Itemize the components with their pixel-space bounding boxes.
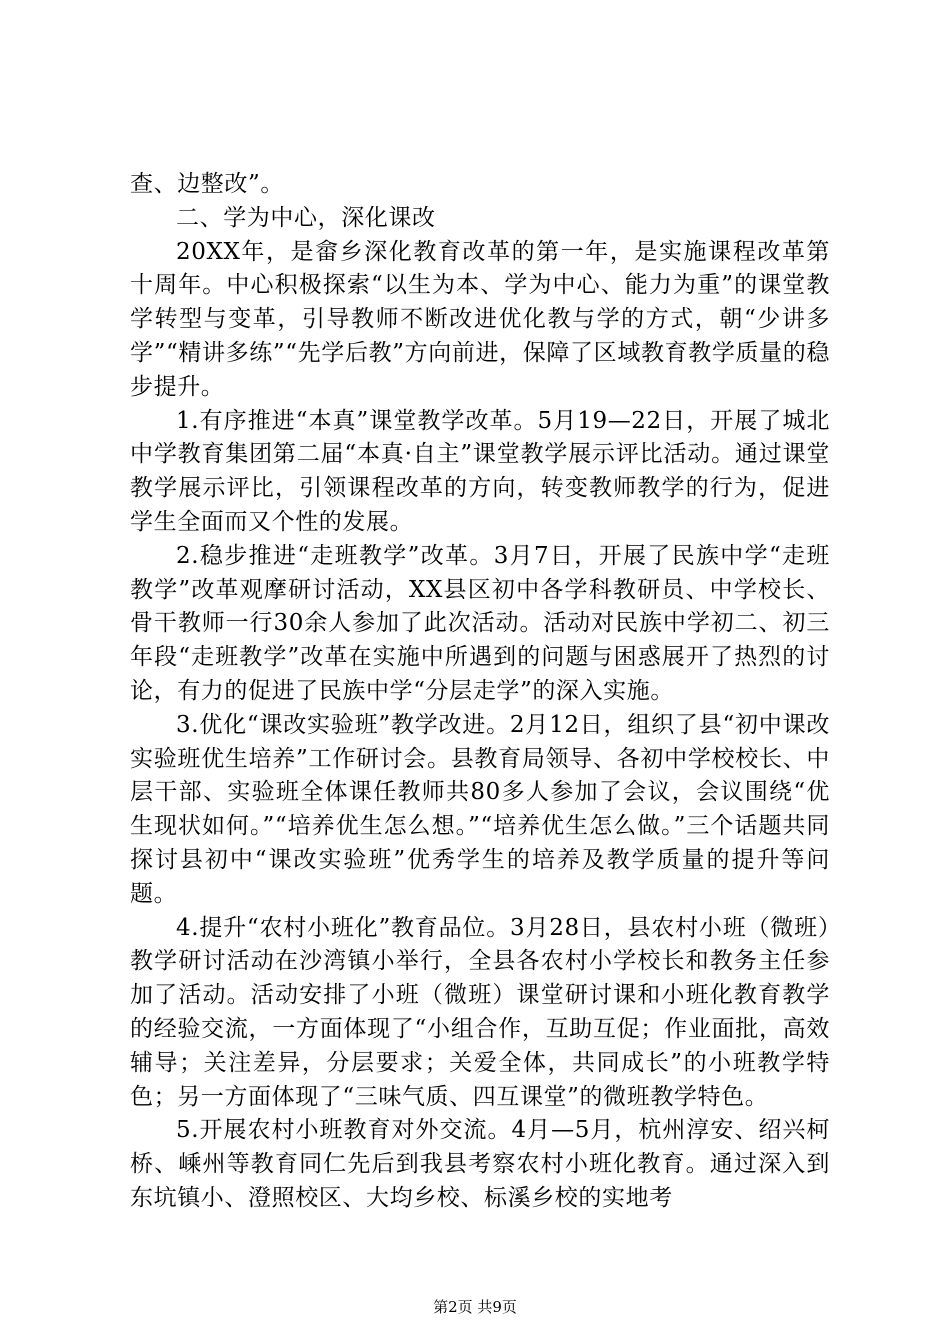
paragraph-item-4: 4.提升“农村小班化”教育品位。3月28日，县农村小班（微班）教学研讨活动在沙湾镇小举行，全县各农村小学校长和教务主任参加了活动。活动安排了小班（微班）课堂研讨课和小班化教育教学的经验交流，一方面体现了“小组合作，互助互促；作业面批，高效辅导；关注差异，分层要求；关爱全体，共同成长”的小班教学特色；另一方面体现了“三味气质、四互课堂”的微班教学特色。 (130, 914, 830, 1110)
paragraph-item-5: 5.开展农村小班教育对外交流。4月—5月，杭州淳安、绍兴柯桥、嵊州等教育同仁先后到我县考察农村小班化教育。通过深入到东坑镇小、澄照校区、大均乡校、标溪乡校的实地考 (130, 1117, 830, 1211)
paragraph-intro: 20XX年，是畲乡深化教育改革的第一年，是实施课程改革第十周年。中心积极探索“以生为本、学为中心、能力为重”的课堂教学转型与变革，引导教师不断改进优化教与学的方式，朝“少讲多学”“精讲多练”“先学后教”方向前进，保障了区域教育教学质量的稳步提升。 (130, 238, 830, 400)
page-footer: 第2页 共9页 (433, 1298, 517, 1316)
section-heading: 二、学为中心，深化课改 (176, 204, 436, 231)
paragraph-item-3: 3.优化“课改实验班”教学改进。2月12日，组织了县“初中课改实验班优生培养”工作研讨会。县教育局领导、各初中学校校长、中层干部、实验班全体课任教师共80多人参加了会议，会议围绕“优生现状如何。”“培养优生怎么想。”“培养优生怎么做。”三个话题共同探讨县初中“课改实验班”优秀学生的培养及教学质量的提升等问题。 (130, 711, 830, 907)
paragraph-item-1: 1.有序推进“本真”课堂教学改革。5月19—22日，开展了城北中学教育集团第二届“本真·自主”课堂教学展示评比活动。通过课堂教学展示评比，引领课程改革的方向，转变教师教学的行为，促进学生全面而又个性的发展。 (130, 407, 830, 535)
document-body (130, 168, 830, 1216)
paragraph-item-2: 2.稳步推进“走班教学”改革。3月7日，开展了民族中学“走班教学”改革观摩研讨活动，XX县区初中各学科教研员、中学校长、骨干教师一行30余人参加了此次活动。活动对民族中学初二、初三年段“走班教学”改革在实施中所遇到的问题与困惑展开了热烈的讨论，有力的促进了民族中学“分层走学”的深入实施。 (130, 542, 830, 704)
paragraph-continuation: 查、边整改”。 (130, 171, 284, 197)
